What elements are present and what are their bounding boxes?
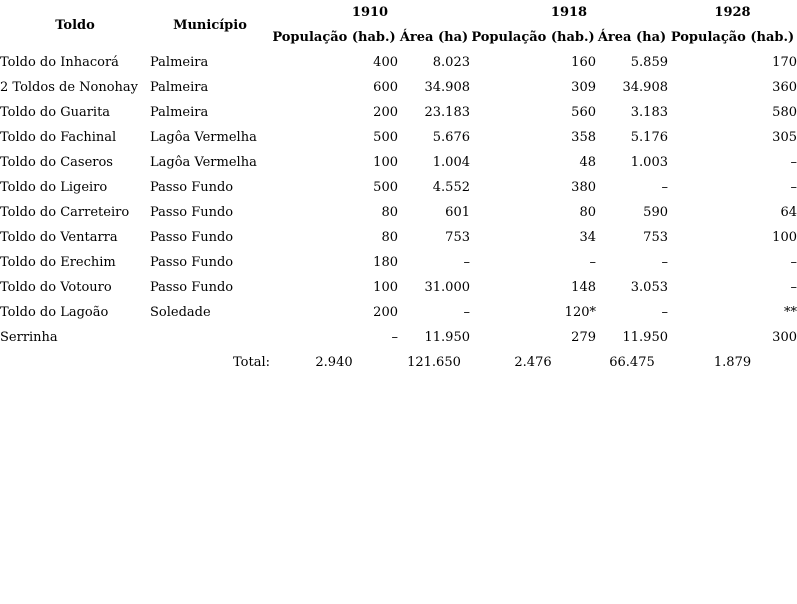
header-row-years [0, 0, 797, 24]
cell-municipio: Soledade [150, 305, 211, 320]
cell-populacao-1928: 64 [780, 205, 797, 220]
table-row [0, 225, 797, 250]
header-area-1918: Área (ha) [597, 29, 667, 45]
cell-populacao-1928: ** [784, 305, 797, 320]
table-row [0, 125, 797, 150]
cell-populacao-1910: 80 [381, 230, 398, 245]
cell-area-1918: 1.003 [630, 155, 668, 170]
cell-municipio: Passo Fundo [150, 180, 234, 195]
cell-toldo: Toldo do Erechim [0, 255, 116, 270]
cell-area-1918: 3.183 [630, 105, 668, 120]
cell-area-1910: 601 [445, 205, 470, 220]
cell-area-1910: 1.004 [432, 155, 470, 170]
cell-populacao-1910: 400 [373, 55, 398, 70]
cell-populacao-1918: 80 [579, 205, 596, 220]
table-row [0, 325, 797, 350]
cell-populacao-1918: 380 [571, 180, 596, 195]
cell-populacao-1910: 500 [373, 130, 398, 145]
cell-municipio: Passo Fundo [150, 205, 234, 220]
cell-populacao-1910: 600 [373, 80, 398, 95]
table-row [0, 300, 797, 325]
cell-area-1910: 5.676 [432, 130, 470, 145]
cell-toldo: Toldo do Inhacorá [0, 55, 119, 70]
cell-area-1918: 3.053 [630, 280, 668, 295]
total-pop-1918: 2.476 [514, 355, 552, 370]
table-row [0, 200, 797, 225]
cell-populacao-1910: 500 [373, 180, 398, 195]
cell-populacao-1918: 279 [571, 330, 596, 345]
cell-toldo: Toldo do Carreteiro [0, 205, 130, 220]
cell-populacao-1918: 120* [564, 305, 596, 320]
cell-area-1910: 34.908 [424, 80, 470, 95]
cell-populacao-1928: 580 [772, 105, 797, 120]
cell-populacao-1918: 560 [571, 105, 596, 120]
table-row [0, 100, 797, 125]
cell-municipio: Lagôa Vermelha [150, 155, 257, 170]
cell-populacao-1928: 300 [772, 330, 797, 345]
cell-area-1918: 590 [643, 205, 668, 220]
header-year-1910: 1910 [351, 4, 389, 20]
cell-area-1910: 8.023 [432, 55, 470, 70]
header-year-1918: 1918 [550, 4, 588, 20]
cell-toldo: Toldo do Lagoão [0, 305, 109, 320]
cell-populacao-1928: – [790, 180, 797, 195]
table-row [0, 175, 797, 200]
cell-area-1910: – [463, 305, 470, 320]
header-year-1928: 1928 [714, 4, 751, 20]
cell-area-1910: 31.000 [424, 280, 470, 295]
cell-populacao-1910: 100 [373, 155, 398, 170]
cell-populacao-1910: 100 [373, 280, 398, 295]
cell-toldo: Serrinha [0, 330, 58, 345]
total-pop-1928: 1.879 [713, 355, 752, 370]
cell-municipio: Palmeira [150, 55, 209, 70]
table-header [0, 0, 797, 50]
table-row [0, 250, 797, 275]
cell-populacao-1910: 80 [381, 205, 398, 220]
cell-populacao-1910: 200 [373, 305, 398, 320]
cell-toldo: Toldo do Fachinal [0, 130, 117, 145]
cell-populacao-1928: 305 [772, 130, 797, 145]
cell-populacao-1928: – [790, 155, 797, 170]
cell-toldo: Toldo do Votouro [0, 280, 112, 295]
cell-populacao-1928: 170 [772, 55, 797, 70]
header-populacao-1910: População (hab.) [272, 29, 396, 45]
header-populacao-1918: População (hab.) [471, 29, 595, 45]
header-toldo: Toldo [55, 17, 95, 33]
cell-populacao-1918: 48 [579, 155, 596, 170]
cell-municipio: Lagôa Vermelha [150, 130, 257, 145]
total-area-1918: 66.475 [609, 355, 655, 370]
cell-municipio: Passo Fundo [150, 280, 234, 295]
cell-municipio: Passo Fundo [150, 230, 234, 245]
cell-populacao-1928: – [790, 280, 797, 295]
cell-populacao-1918: 160 [571, 55, 596, 70]
cell-toldo: Toldo do Ventarra [0, 230, 118, 245]
cell-municipio: Palmeira [150, 105, 209, 120]
cell-area-1910: 4.552 [432, 180, 470, 195]
cell-area-1918: – [661, 305, 668, 320]
cell-area-1918: 5.176 [630, 130, 668, 145]
cell-area-1918: 5.859 [630, 55, 668, 70]
cell-area-1918: – [661, 180, 668, 195]
table-row [0, 50, 797, 75]
cell-populacao-1918: 34 [579, 230, 596, 245]
cell-area-1918: – [661, 255, 668, 270]
cell-populacao-1918: – [589, 255, 596, 270]
header-municipio: Município [173, 17, 247, 33]
cell-municipio: Palmeira [150, 80, 209, 95]
cell-area-1910: 753 [445, 230, 470, 245]
cell-populacao-1910: 180 [373, 255, 398, 270]
cell-toldo: Toldo do Ligeiro [0, 180, 108, 195]
header-area-1910: Área (ha) [399, 29, 469, 45]
cell-area-1918: 34.908 [622, 80, 668, 95]
cell-toldo: Toldo do Caseros [0, 155, 113, 170]
cell-populacao-1918: 358 [571, 130, 596, 145]
cell-area-1910: 23.183 [424, 105, 470, 120]
cell-populacao-1910: 200 [373, 105, 398, 120]
table-body [0, 50, 797, 375]
cell-municipio: Passo Fundo [150, 255, 234, 270]
header-populacao-1928: População (hab.) [670, 29, 795, 45]
cell-populacao-1928: – [790, 255, 797, 270]
cell-toldo: Toldo do Guarita [0, 105, 111, 120]
total-label: Total: [232, 355, 270, 370]
cell-area-1918: 753 [643, 230, 668, 245]
cell-municipio [150, 325, 270, 350]
cell-populacao-1928: 100 [772, 230, 797, 245]
cell-toldo: 2 Toldos de Nonohay [0, 80, 139, 95]
cell-area-1918: 11.950 [622, 330, 668, 345]
cell-populacao-1910: – [391, 330, 398, 345]
table-row [0, 75, 797, 100]
total-pop-1910: 2.940 [315, 355, 353, 370]
cell-area-1910: 11.950 [424, 330, 470, 345]
table-row [0, 275, 797, 300]
cell-area-1910: – [463, 255, 470, 270]
cell-populacao-1918: 148 [571, 280, 596, 295]
cell-populacao-1928: 360 [772, 80, 797, 95]
total-row [0, 350, 797, 375]
table-row [0, 150, 797, 175]
cell-populacao-1918: 309 [571, 80, 596, 95]
total-area-1910: 121.650 [407, 355, 461, 370]
